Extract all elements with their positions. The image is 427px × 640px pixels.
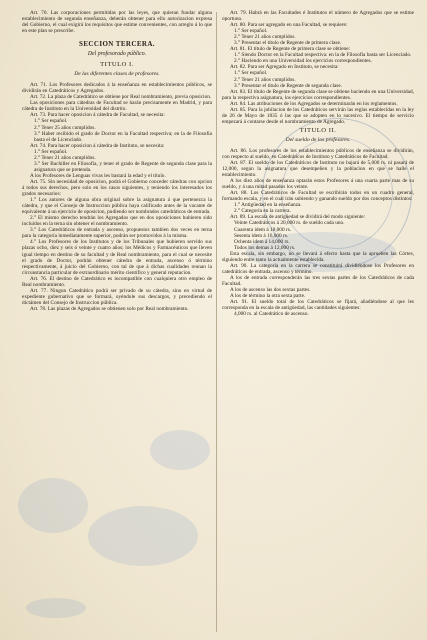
list-item: 1.° Antigüedad en la enseñanza. (234, 202, 302, 209)
article-paragraph: A los de ascenso las dos sextas partes. (230, 286, 311, 293)
list-item: 3.° Ser Bachiller en Filosofía, y tener el grado de Regente de segunda clase para la asignatura que se pretenda. (34, 160, 212, 173)
article-paragraph: Art. 71. Los Profesores dedicados á la enseñanza en establecimientos públicos, se dividirán en Catedráticos y Agregados. (22, 82, 212, 95)
article-paragraph: Art. 79. Habrá en las Facultades é Institutos el número de Agregados que se estime oportuno. (222, 10, 414, 23)
article-paragraph: A los de entrada corresponderán las tres sextas partes de los Catedráticos de cada Facultad. (222, 274, 414, 287)
title-subheading: De las diferentes clases de profesores. (74, 71, 160, 78)
list-item: Cuarenta idem á 18,000 rs. (234, 226, 292, 233)
article-paragraph: Art. 84. Las atribuciones de los Agregados se determinarán en los reglamentos. (230, 100, 398, 107)
article-paragraph: Art. 74. Para hacer oposicion á cátedra de Instituto, se necesita: (30, 142, 165, 149)
article-paragraph: Art. 85. Para la jubilacion de los Catedráticos servirán las reglas establecidas en la ley de 26 de Mayo de 1835 ó las que se adopten en lo sucesivo. El tiempo de servicio empezará á contarse desde el nombramiento de Agregado. (222, 106, 414, 125)
list-item: 1.° Siendo Doctor en la Facultad respectiva: en la de Filosofía basta ser Licenciado. (234, 52, 412, 59)
title-heading: TITULO I. (100, 61, 134, 69)
list-item: 1.° Ser español. (34, 148, 68, 155)
right-column (222, 10, 414, 634)
article-paragraph: Art. 77. Ningun Catedrático podrá ser privado de su cátedra, sino en virtud de expediente gubernativo que se formará, oyéndole sus descargos, y precediendo el dictámen del Consejo de Instruccion pública. (22, 287, 212, 306)
article-paragraph: Art. 78. Las plazas de Agregados se obtienen solo por Real nombramiento. (30, 305, 189, 312)
list-item: Veinte Catedráticos á 20,000 rs. de sueldo cada uno. (234, 220, 345, 227)
list-item: 2.° Tener 25 años cumplidos. (34, 124, 96, 131)
left-column (22, 10, 212, 634)
list-item: 2.° Tener 21 años cumplidos. (234, 76, 296, 83)
article-paragraph: Art. 82. Para ser Agregado en Instituto, se necesita: (230, 64, 339, 71)
list-item: Todos los demas á 12,000 rs. (234, 244, 296, 251)
article-paragraph: 1.° Los autores de alguna obra original sobre la asignatura á que pertenezca la cátedra, y que el Consejo de Instruccion pública haya calificado antes de la vacante de equivalente á un ejercicio de oposicion, pudiendo ser nombrados catedráticos de entrada. (22, 197, 212, 216)
article-paragraph: Art. 70. Las corporaciones permitidas por las leyes, que quieran fundar alguna establecimiento de segunda enseñanza, deberán obtener para ello autorizacion expresa del Gobierno, el cual exigirá los requisitos que estime convenientes, con arreglo á lo que en este plan se prescribe. (22, 10, 212, 35)
article-paragraph: 3.° Los Catedráticos de entrada y ascenso, propuestos tambien dos veces en terna para la categoría inmediatamente superior, podrán ser promovidos á la misma. (22, 227, 212, 240)
article-paragraph: Art. 88. Los Catedráticos de Facultad se escribirán todos en un cuadro general, formando escala, y en el cual irán subiendo y ganando sueldo por dos conceptos distintos: (222, 190, 414, 203)
article-paragraph: Art. 75. Sin necesidad de oposicion, podrá el Gobierno conceder cátedras con opcion á todos sus derechos, pero solo en los casos siguientes, y teniendo los interesados los grados necesarios: (22, 178, 212, 198)
article-paragraph: Art. 83. El título de Regente de segunda clase se obtiene haciendo en una Universidad, para la respectiva asignatura, los ejercicios correspondientes. (222, 88, 414, 101)
article-paragraph: Art. 80. Para ser agregado en una Facultad, se requiere: (230, 22, 348, 29)
column-divider (216, 12, 217, 632)
list-item: 2.° Categoría en la carrera. (234, 208, 291, 215)
article-paragraph: A los de término la otra sexta parte. (230, 293, 306, 300)
article-paragraph: Las oposiciones para cátedras de Facultad se harán precisamente en Madrid, y para cátedra de Instituto en la Universidad del distrito. (22, 100, 212, 113)
section-subheading: Del profesorado público. (87, 51, 147, 58)
list-item: 2.° Tener 21 años cumplidos. (34, 154, 96, 161)
article-paragraph: Art. 73. Para hacer oposicion á cátedra de Facultad, se necesita: (30, 112, 165, 119)
article-paragraph: Art. 91. El sueldo total de los Catedráticos se fijará, añadiéndose al que les corresponda en la escala de antigüedad, las cantidades siguientes: (222, 299, 414, 312)
list-item: 3.° Presentar el título de Regente de segunda clase. (234, 82, 343, 89)
list-item: 2.° Tener 21 años cumplidos. (234, 34, 296, 41)
list-item: Sesenta idem á 16,000 rs. (234, 232, 289, 239)
title-subheading: Del sueldo de los profesores. (285, 136, 351, 143)
list-item: 1.° Ser español. (34, 118, 68, 125)
article-paragraph: Esta escala, sin embargo, no se llevará á efecto hasta que la aprueben las Córtes, siguiendo entre tanto la actualmente establecida. (222, 250, 414, 263)
list-item: 3.° Presentar el título de Regente de primera clase. (234, 40, 342, 47)
list-item: 2.° Haciendo en una Universidad los ejercicios correspondientes. (234, 58, 372, 65)
title-heading: TITULO II. (299, 126, 337, 134)
section-heading: SECCION TERCERA. (79, 40, 155, 49)
list-item: 1.° Ser español. (234, 70, 268, 77)
article-paragraph: Art. 81. El título de Regente de primera clase se obtiene: (230, 46, 351, 53)
article-paragraph: A los Profesores de Lenguas vivas les bastará la edad y el título. (30, 172, 166, 179)
article-paragraph: Art. 89. La escala de antigüedad se dividirá del modo siguiente: (230, 214, 366, 221)
article-paragraph: Art. 72. La plaza de Catedrático se obtiene por Real nombramiento, previa oposicion. (30, 94, 212, 101)
article-paragraph: Art. 86. Los profesores de los establecimientos públicos de enseñanza se dividirán, con respecto al sueldo, en Catedráticos de Instituto y Catedráticos de Facultad. (222, 147, 414, 160)
article-paragraph: A los diez años de enseñanza optarán estos Profesores á una cuarta parte mas de su sueldo, y á una mitad pasados los veinte. (222, 178, 414, 191)
list-item: 3.° Haber recibido el grado de Doctor en la Facultad respectiva; en la de Filosofía basta el de Licenciado. (34, 130, 212, 143)
list-item: Ochenta idem á 14,000 rs. (234, 238, 290, 245)
list-item: 4,000 rs. al Catedrático de ascenso. (234, 311, 309, 318)
article-paragraph: Art. 90. La categoría en la carrera se constituirá dividiéndose los Profesores en catedráticos de entrada, ascenso y término. (222, 262, 414, 275)
article-paragraph: Art. 87. El sueldo de los Catedráticos de Instituto no bajará de 5,000 rs. ni pasará de 12,000, segun la asignatura que desempeñen y la poblacion en que se halle el establecimiento. (222, 159, 414, 179)
list-item: 1.° Ser español. (234, 28, 268, 35)
article-paragraph: 2.° El mismo derecho tendrán los Agregados que en dos oposiciones hubieren sido incluidos en la terna sin obtener el nombramiento. (22, 215, 212, 228)
article-paragraph: Art. 76. El destino de Catedrático es incompatible con cualquiera otro empleo de Real nombramiento. (22, 275, 212, 288)
article-paragraph: 4.° Los Profesores de los Institutos y de los Tribunales que hubieren servido sus plazas ocho, diez y seis ó veinte y cuatro años; los Médicos y Farmacéuticos que lleven igual tiempo en destino de su facultad y de Real nombramiento, para el cual se necesite el grado de Doctor, podrán obtener cátedra de entrada, ascenso ó término respectivamente, á juicio del Gobierno, con tal de que á dichas cualidades reunan la circunstancia particular de extraordinario mérito científico y general reputacion. (22, 239, 212, 276)
